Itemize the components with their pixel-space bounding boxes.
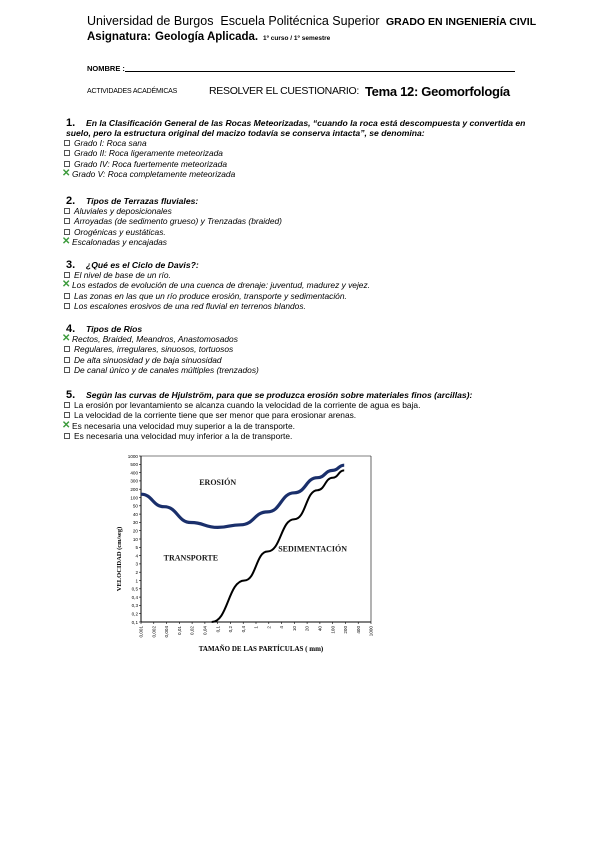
checkbox-icon[interactable] <box>64 433 70 439</box>
question-number: 4. <box>66 323 76 335</box>
erosion-curve <box>141 465 344 527</box>
answer-option[interactable] <box>64 291 347 301</box>
answer-option-label: Grado V: Roca completamente meteorizada <box>72 169 236 180</box>
y-tick-label: 5 <box>135 545 138 551</box>
answer-option[interactable] <box>64 216 282 226</box>
answer-option[interactable] <box>64 237 167 247</box>
x-tick-label: 0,4 <box>240 626 246 633</box>
checkbox-icon[interactable] <box>64 346 70 352</box>
x-tick-label: 10 <box>291 626 297 632</box>
x-tick-label: 2 <box>266 626 272 629</box>
x-tick-label: 0,1 <box>215 626 221 633</box>
x-tick-label: 4 <box>279 626 285 629</box>
answer-option-label: El nivel de base de un río. <box>74 270 171 280</box>
x-tick-label: 1000 <box>368 626 374 637</box>
degree-title: GRADO EN INGENIERÍA CIVIL <box>386 16 537 28</box>
x-tick-label: 100 <box>330 626 336 634</box>
checkbox-icon[interactable] <box>64 272 70 278</box>
topic-title: Tema 12: Geomorfología <box>365 84 510 99</box>
question-number: 2. <box>66 195 76 207</box>
checkbox-icon[interactable] <box>64 412 70 418</box>
x-tick-label: 1 <box>253 626 259 629</box>
checkbox-icon[interactable] <box>64 161 70 167</box>
x-tick-label: 0,02 <box>189 626 195 635</box>
checkbox-icon[interactable] <box>64 208 70 214</box>
question-text: ¿Qué es el Ciclo de Davis?: <box>86 260 199 270</box>
x-tick-label: 400 <box>355 626 361 634</box>
x-tick-label: 0,002 <box>151 626 157 638</box>
answer-option[interactable] <box>64 431 292 441</box>
answer-option-label: Regulares, irregulares, sinuosos, tortuosos <box>74 344 234 355</box>
y-tick-label: 1000 <box>127 453 138 459</box>
checkbox-icon[interactable] <box>64 140 70 146</box>
y-tick-label: 2 <box>135 570 138 575</box>
y-tick-label: 0,5 <box>131 586 138 592</box>
answer-option[interactable] <box>64 410 356 420</box>
y-tick-label: 0,4 <box>131 594 138 600</box>
answer-option-label: De alta sinuosidad y de baja sinuosidad <box>74 354 222 365</box>
answer-option[interactable] <box>64 400 420 410</box>
y-tick-label: 0,2 <box>131 611 138 617</box>
sedimentation-region-label: SEDIMENTACIÓN <box>278 544 347 554</box>
checkbox-icon[interactable] <box>64 218 70 224</box>
y-tick-label: 0,3 <box>131 603 138 609</box>
y-tick-label: 1 <box>135 578 138 584</box>
x-axis-label: TAMAÑO DE LAS PARTÍCULAS ( mm) <box>198 645 324 653</box>
answer-option[interactable] <box>64 206 172 216</box>
answer-option[interactable] <box>64 138 147 148</box>
y-tick-label: 200 <box>130 487 138 492</box>
answer-option[interactable] <box>64 169 235 179</box>
subject-label: Asignatura: <box>87 31 151 43</box>
checkbox-icon[interactable] <box>64 293 70 299</box>
checked-x-icon[interactable]: ✕ <box>62 279 71 291</box>
answer-option-label: Grado I: Roca sana <box>74 138 147 148</box>
name-field[interactable] <box>125 71 515 72</box>
answer-option-label: Rectos, Braided, Meandros, Anastomosados <box>72 334 238 344</box>
x-tick-label: 200 <box>343 626 349 634</box>
question-text: Según las curvas de Hjulström, para que se produzca erosión sobre materiales finos (arcillas): <box>86 390 473 400</box>
y-tick-label: 300 <box>130 478 138 484</box>
answer-option-label: De canal único y de canales múltiples (trenzados) <box>74 365 259 376</box>
answer-option[interactable] <box>64 365 259 375</box>
answer-option[interactable] <box>64 355 222 365</box>
y-tick-label: 20 <box>132 528 138 534</box>
checked-x-icon[interactable]: ✕ <box>62 168 71 180</box>
x-tick-label: 0,01 <box>176 626 182 635</box>
y-tick-label: 0,1 <box>131 619 138 625</box>
question-number: 3. <box>66 259 76 271</box>
checked-x-icon[interactable]: ✕ <box>62 419 71 431</box>
answer-option-label: Orogénicas y eustáticas. <box>74 226 166 237</box>
answer-option-label: La velocidad de la corriente tiene que ser menor que para erosionar arenas. <box>74 410 357 421</box>
checked-x-icon[interactable]: ✕ <box>62 236 71 248</box>
y-tick-label: 10 <box>132 536 138 542</box>
erosion-region-label: EROSIÓN <box>199 478 237 488</box>
answer-option[interactable] <box>64 421 295 431</box>
x-tick-label: 0,2 <box>228 626 234 633</box>
answer-option-label: Las zonas en las que un río produce erosión, transporte y sedimentación. <box>74 290 347 301</box>
answer-option-label: Es necesaria una velocidad muy superior a la de transporte. <box>72 420 295 431</box>
answer-option-label: Arroyadas (de sedimento grueso) y Trenzadas (braided) <box>74 216 282 227</box>
question-text: Tipos de Ríos <box>86 324 143 334</box>
checkbox-icon[interactable] <box>64 303 70 309</box>
y-tick-label: 50 <box>132 503 138 509</box>
instruction-label: RESOLVER EL CUESTIONARIO: <box>209 85 360 97</box>
answer-option-label: Grado IV: Roca fuertemente meteorizada <box>74 158 228 169</box>
name-label: NOMBRE : <box>87 64 125 73</box>
y-tick-label: 100 <box>130 495 138 501</box>
transport-region-label: TRANSPORTE <box>163 553 219 563</box>
checkbox-icon[interactable] <box>64 367 70 373</box>
university-name: Universidad de Burgos Escuela Politécnica Superior <box>87 14 380 28</box>
y-tick-label: 40 <box>132 511 138 517</box>
answer-option-label: Grado II: Roca ligeramente meteorizada <box>74 148 223 159</box>
answer-option[interactable] <box>64 280 370 290</box>
checkbox-icon[interactable] <box>64 357 70 363</box>
checked-x-icon[interactable]: ✕ <box>62 333 71 344</box>
y-tick-label: 30 <box>132 520 138 526</box>
answer-option[interactable] <box>64 301 306 311</box>
hjulstrom-chart-svg <box>113 450 383 656</box>
answer-option-label: Escalonadas y encajadas <box>72 237 167 248</box>
question-text: En la Clasificación General de las Rocas Meteorizadas, “cuando la roca está descompuesta y convertida en <box>86 118 526 128</box>
checkbox-icon[interactable] <box>64 150 70 156</box>
course-info: 1º curso / 1º semestre <box>263 35 331 42</box>
answer-option-label: Los estados de evolución de una cuenca de drenaje: juventud, madurez y vejez. <box>72 280 370 291</box>
answer-option[interactable] <box>64 334 238 344</box>
question-number: 5. <box>66 389 76 401</box>
answer-option[interactable] <box>64 270 171 280</box>
y-tick-label: 4 <box>135 553 138 559</box>
y-tick-label: 500 <box>130 462 138 468</box>
question-text: Tipos de Terrazas fluviales: <box>86 196 199 206</box>
x-tick-label: 40 <box>317 626 323 632</box>
answer-option-label: Los escalones erosivos de una red fluvial en terrenos blandos. <box>74 301 306 312</box>
x-tick-label: 0,004 <box>164 626 170 638</box>
checkbox-icon[interactable] <box>64 229 70 235</box>
answer-option-label: Es necesaria una velocidad muy inferior a la de transporte. <box>74 431 293 442</box>
hjulstrom-chart <box>113 450 383 656</box>
y-tick-label: 400 <box>130 470 138 476</box>
answer-option[interactable] <box>64 344 233 354</box>
answer-option[interactable] <box>64 148 223 158</box>
x-tick-label: 0,04 <box>202 626 208 635</box>
y-axis-label: VELOCIDAD (cm/seg) <box>116 526 123 592</box>
answer-option-label: Aluviales y deposicionales <box>74 206 172 216</box>
activity-label: ACTIVIDADES ACADÉMICAS <box>87 88 178 95</box>
x-tick-label: 20 <box>304 626 310 632</box>
answer-option[interactable] <box>64 159 227 169</box>
x-tick-label: 0,001 <box>138 626 144 638</box>
y-tick-label: 3 <box>135 561 138 567</box>
subject-name: Geología Aplicada. <box>155 31 259 43</box>
checkbox-icon[interactable] <box>64 402 70 408</box>
answer-option[interactable] <box>64 227 166 237</box>
answer-option-label: La erosión por levantamiento se alcanza cuando la velocidad de la corriente de agua es baja. <box>74 400 421 410</box>
question-text: suelo, pero la estructura original del macizo todavía se conserva intacta”, se denomina: <box>66 128 425 138</box>
question-number: 1. <box>66 117 76 129</box>
